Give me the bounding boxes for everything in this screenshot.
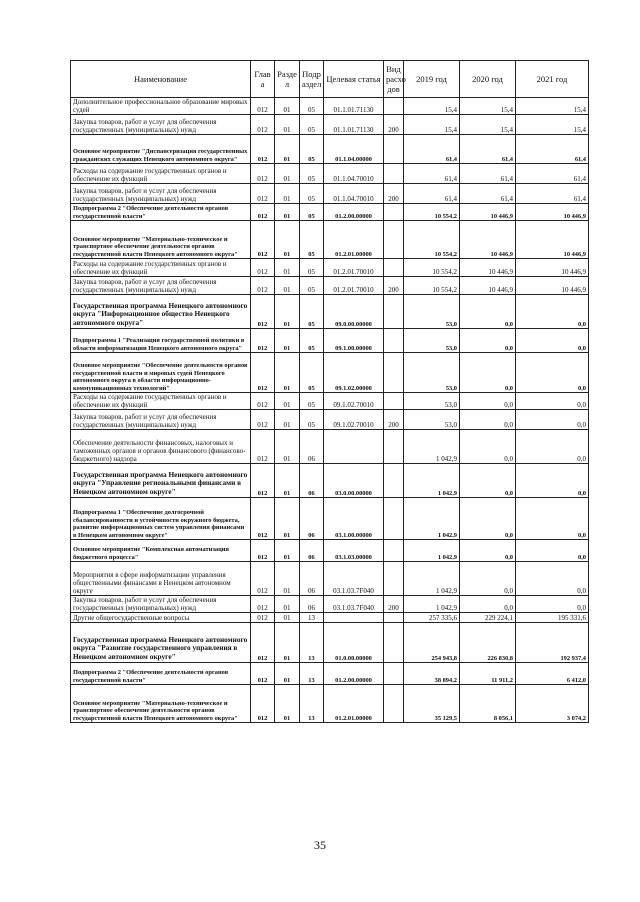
- row-subsection: 05: [300, 164, 324, 184]
- row-name: Основное мероприятие "Обеспечение деятельности органов государственной власти и мировых судей Ненецкого автономного округа в области информационно-коммуникационных технологий": [71, 353, 251, 393]
- row-value-2020: 0,0: [460, 540, 516, 562]
- row-value-2019: 61,4: [404, 164, 460, 184]
- row-value-2021: 0,0: [516, 430, 589, 464]
- row-name: Мероприятия в сфере информатизации управления общественными финансами в Ненецком автономном округе: [71, 562, 251, 596]
- row-value-2020: 0,0: [460, 353, 516, 393]
- row-value-2021: 10 446,9: [516, 259, 589, 277]
- table-row: [71, 410, 589, 430]
- table-row: [71, 393, 589, 410]
- row-value-2019: 15,4: [404, 98, 460, 115]
- row-subsection: 13: [300, 623, 324, 663]
- row-name: Подпрограмма 2 "Обеспечение деятельности органов государственной власти": [71, 663, 251, 685]
- row-value-2020: 8 056,1: [460, 685, 516, 723]
- table-row: [71, 329, 589, 353]
- row-name: Расходы на содержание государственных органов и обеспечение их функций: [71, 164, 251, 184]
- header-section: Разде л: [275, 61, 300, 98]
- row-subsection: 05: [300, 184, 324, 204]
- row-chapter: 012: [251, 221, 275, 259]
- row-chapter: 012: [251, 115, 275, 135]
- row-subsection: 05: [300, 353, 324, 393]
- row-value-2019: 1 042,9: [404, 540, 460, 562]
- row-value-2020: 61,4: [460, 184, 516, 204]
- row-target-article: 01.2.00.00000: [324, 204, 384, 221]
- row-subsection: 05: [300, 295, 324, 329]
- row-value-2020: 0,0: [460, 562, 516, 596]
- row-expense-type: 200: [384, 184, 404, 204]
- header-name: Наименование: [71, 61, 251, 98]
- row-value-2021: 0,0: [516, 498, 589, 540]
- row-value-2019: 257 335,6: [404, 613, 460, 623]
- row-name: Основное мероприятие "Материально-техническое и транспортное обеспечение деятельности органов государственной власти Ненецкого автономного округа": [71, 221, 251, 259]
- row-chapter: 012: [251, 259, 275, 277]
- row-value-2021: 0,0: [516, 596, 589, 613]
- row-target-article: 09.1.02.00000: [324, 353, 384, 393]
- table-row: [71, 685, 589, 723]
- header-subsection: Подр аздел: [300, 61, 324, 98]
- row-value-2020: 229 224,1: [460, 613, 516, 623]
- row-section: 01: [275, 685, 300, 723]
- row-subsection: 05: [300, 393, 324, 410]
- row-expense-type: 200: [384, 410, 404, 430]
- row-value-2020: 10 446,9: [460, 277, 516, 295]
- row-value-2019: 53,0: [404, 353, 460, 393]
- row-value-2020: 10 446,9: [460, 204, 516, 221]
- row-value-2021: 10 446,9: [516, 221, 589, 259]
- table-row: [71, 184, 589, 204]
- row-name: Закупка товаров, работ и услуг для обеспечения государственных (муниципальных) нужд: [71, 277, 251, 295]
- row-value-2019: 10 554,2: [404, 259, 460, 277]
- row-name: Государственная программа Ненецкого автономного округа "Управление региональными финансами в Ненецком автономном округе": [71, 464, 251, 498]
- row-chapter: 012: [251, 164, 275, 184]
- row-chapter: 012: [251, 295, 275, 329]
- row-chapter: 012: [251, 393, 275, 410]
- header-year-2020: 2020 год: [460, 61, 516, 98]
- row-section: 01: [275, 184, 300, 204]
- row-name: Расходы на содержание государственных органов и обеспечение их функций: [71, 393, 251, 410]
- table-row: [71, 623, 589, 663]
- row-value-2019: 53,0: [404, 295, 460, 329]
- row-value-2019: 10 554,2: [404, 204, 460, 221]
- header-target-article: Целевая статья: [324, 61, 384, 98]
- row-subsection: 05: [300, 329, 324, 353]
- row-value-2021: 0,0: [516, 393, 589, 410]
- row-expense-type: [384, 430, 404, 464]
- table-row: [71, 353, 589, 393]
- table-row: [71, 613, 589, 623]
- table-row: [71, 464, 589, 498]
- row-section: 01: [275, 498, 300, 540]
- table-row: [71, 430, 589, 464]
- row-subsection: 05: [300, 115, 324, 135]
- row-chapter: 012: [251, 685, 275, 723]
- row-subsection: 05: [300, 204, 324, 221]
- table-body: [71, 98, 589, 723]
- row-expense-type: [384, 685, 404, 723]
- row-value-2019: 53,0: [404, 410, 460, 430]
- row-expense-type: [384, 329, 404, 353]
- row-target-article: 01.1.04.70010: [324, 184, 384, 204]
- row-value-2021: 0,0: [516, 410, 589, 430]
- row-section: 01: [275, 295, 300, 329]
- row-value-2019: 53,0: [404, 329, 460, 353]
- row-value-2021: 6 412,0: [516, 663, 589, 685]
- header-chapter: Глав а: [251, 61, 275, 98]
- row-expense-type: [384, 353, 404, 393]
- row-section: 01: [275, 596, 300, 613]
- row-expense-type: 200: [384, 596, 404, 613]
- row-chapter: 012: [251, 98, 275, 115]
- row-expense-type: 200: [384, 115, 404, 135]
- row-expense-type: [384, 562, 404, 596]
- row-value-2020: 10 446,9: [460, 259, 516, 277]
- row-subsection: 05: [300, 277, 324, 295]
- row-value-2021: 61,4: [516, 164, 589, 184]
- row-section: 01: [275, 464, 300, 498]
- row-chapter: 012: [251, 540, 275, 562]
- table-row: [71, 663, 589, 685]
- row-value-2021: 3 074,2: [516, 685, 589, 723]
- row-target-article: 03.1.00.00000: [324, 498, 384, 540]
- row-subsection: 06: [300, 498, 324, 540]
- header-year-2019: 2019 год: [404, 61, 460, 98]
- row-expense-type: [384, 295, 404, 329]
- row-section: 01: [275, 663, 300, 685]
- row-value-2021: 0,0: [516, 329, 589, 353]
- row-name: Закупка товаров, работ и услуг для обеспечения государственных (муниципальных) нужд: [71, 115, 251, 135]
- row-section: 01: [275, 221, 300, 259]
- row-value-2021: 15,4: [516, 115, 589, 135]
- row-value-2021: 61,4: [516, 184, 589, 204]
- row-value-2020: 15,4: [460, 115, 516, 135]
- row-value-2021: 0,0: [516, 540, 589, 562]
- row-chapter: 012: [251, 277, 275, 295]
- page-number: 35: [314, 838, 326, 852]
- row-name: Подпрограмма 1 "Обеспечение долгосрочной сбалансированности и устойчивости окружного бюджета, развитие информационных систем управления финансами в Ненецком автономном округе": [71, 498, 251, 540]
- row-section: 01: [275, 393, 300, 410]
- table-row: [71, 221, 589, 259]
- row-chapter: 012: [251, 204, 275, 221]
- row-chapter: 012: [251, 353, 275, 393]
- row-section: 01: [275, 329, 300, 353]
- row-target-article: 01.2.01.70010: [324, 259, 384, 277]
- row-target-article: 01.2.01.70010: [324, 277, 384, 295]
- row-subsection: 05: [300, 98, 324, 115]
- row-value-2019: 10 554,2: [404, 277, 460, 295]
- row-value-2020: 0,0: [460, 295, 516, 329]
- row-target-article: 01.2.00.00000: [324, 663, 384, 685]
- row-value-2020: 0,0: [460, 430, 516, 464]
- row-value-2019: 61,4: [404, 135, 460, 164]
- row-section: 01: [275, 562, 300, 596]
- row-target-article: 09.1.02.70010: [324, 410, 384, 430]
- header-year-2021: 2021 год: [516, 61, 589, 98]
- row-name: Основное мероприятие "Комплексная автоматизация бюджетного процесса": [71, 540, 251, 562]
- row-subsection: 06: [300, 596, 324, 613]
- row-name: Подпрограмма 1 "Реализация государственной политики в области информатизации Ненецкого автономного округа": [71, 329, 251, 353]
- row-subsection: 06: [300, 540, 324, 562]
- row-value-2020: 0,0: [460, 498, 516, 540]
- row-name: Подпрограмма 2 "Обеспечение деятельности органов государственной власти": [71, 204, 251, 221]
- row-chapter: 012: [251, 184, 275, 204]
- row-target-article: [324, 613, 384, 623]
- row-value-2021: 10 446,9: [516, 204, 589, 221]
- row-expense-type: [384, 464, 404, 498]
- row-value-2019: 1 042,9: [404, 562, 460, 596]
- row-value-2020: 11 911,2: [460, 663, 516, 685]
- row-target-article: 03.1.03.00000: [324, 540, 384, 562]
- table-row: [71, 295, 589, 329]
- row-chapter: 012: [251, 613, 275, 623]
- row-chapter: 012: [251, 663, 275, 685]
- row-target-article: 09.1.00.00000: [324, 329, 384, 353]
- row-subsection: 06: [300, 562, 324, 596]
- row-section: 01: [275, 623, 300, 663]
- row-target-article: 01.1.04.70010: [324, 164, 384, 184]
- row-target-article: 01.0.00.00000: [324, 623, 384, 663]
- row-section: 01: [275, 410, 300, 430]
- row-subsection: 05: [300, 221, 324, 259]
- table-row: [71, 562, 589, 596]
- row-value-2019: 1 042,9: [404, 430, 460, 464]
- row-value-2019: 38 894,2: [404, 663, 460, 685]
- row-expense-type: [384, 135, 404, 164]
- row-name: Расходы на содержание государственных органов и обеспечение их функций: [71, 259, 251, 277]
- row-section: 01: [275, 540, 300, 562]
- row-value-2020: 0,0: [460, 596, 516, 613]
- row-value-2019: 10 554,2: [404, 221, 460, 259]
- table-row: [71, 498, 589, 540]
- row-section: 01: [275, 259, 300, 277]
- row-chapter: 012: [251, 596, 275, 613]
- row-target-article: 01.1.04.00000: [324, 135, 384, 164]
- row-section: 01: [275, 135, 300, 164]
- row-value-2019: 53,0: [404, 393, 460, 410]
- row-name: Другие общегосударственные вопросы: [71, 613, 251, 623]
- row-value-2019: 1 042,9: [404, 498, 460, 540]
- row-value-2020: 0,0: [460, 410, 516, 430]
- row-expense-type: [384, 540, 404, 562]
- row-target-article: 03.1.03.7F040: [324, 596, 384, 613]
- row-name: Дополнительное профессиональное образование мировых судей: [71, 98, 251, 115]
- row-section: 01: [275, 164, 300, 184]
- row-value-2021: 0,0: [516, 353, 589, 393]
- row-chapter: 012: [251, 430, 275, 464]
- row-target-article: 03.0.00.00000: [324, 464, 384, 498]
- row-value-2019: 1 042,9: [404, 596, 460, 613]
- row-target-article: 03.1.03.7F040: [324, 562, 384, 596]
- header-expense-type: Вид расхо дов: [384, 61, 404, 98]
- row-value-2019: 15,4: [404, 115, 460, 135]
- row-expense-type: [384, 204, 404, 221]
- row-subsection: 06: [300, 464, 324, 498]
- table-row: [71, 164, 589, 184]
- row-expense-type: [384, 663, 404, 685]
- row-chapter: 012: [251, 135, 275, 164]
- row-value-2019: 61,4: [404, 184, 460, 204]
- row-chapter: 012: [251, 464, 275, 498]
- table-row: [71, 277, 589, 295]
- row-chapter: 012: [251, 329, 275, 353]
- table-row: [71, 596, 589, 613]
- row-expense-type: [384, 259, 404, 277]
- row-chapter: 012: [251, 562, 275, 596]
- row-value-2020: 0,0: [460, 329, 516, 353]
- row-target-article: 01.1.01.71130: [324, 115, 384, 135]
- row-value-2020: 0,0: [460, 464, 516, 498]
- row-value-2021: 15,4: [516, 98, 589, 115]
- row-section: 01: [275, 430, 300, 464]
- row-name: Основное мероприятие "Диспансеризация государственных гражданских служащих Ненецкого автономного округа": [71, 135, 251, 164]
- row-value-2021: 195 331,6: [516, 613, 589, 623]
- row-expense-type: [384, 221, 404, 259]
- table-row: [71, 204, 589, 221]
- row-section: 01: [275, 98, 300, 115]
- row-expense-type: [384, 613, 404, 623]
- row-value-2021: 192 937,4: [516, 623, 589, 663]
- row-value-2019: 1 042,9: [404, 464, 460, 498]
- table-row: [71, 98, 589, 115]
- table-row: [71, 259, 589, 277]
- row-value-2021: 0,0: [516, 464, 589, 498]
- row-value-2020: 61,4: [460, 164, 516, 184]
- row-value-2019: 35 129,5: [404, 685, 460, 723]
- row-subsection: 13: [300, 613, 324, 623]
- row-expense-type: [384, 498, 404, 540]
- row-subsection: 05: [300, 259, 324, 277]
- row-target-article: 01.1.01.71130: [324, 98, 384, 115]
- budget-table: [70, 60, 589, 723]
- row-expense-type: [384, 393, 404, 410]
- row-target-article: 01.2.01.00000: [324, 685, 384, 723]
- row-subsection: 05: [300, 135, 324, 164]
- row-chapter: 012: [251, 498, 275, 540]
- row-chapter: 012: [251, 623, 275, 663]
- row-name: Закупка товаров, работ и услуг для обеспечения государственных (муниципальных) нужд: [71, 184, 251, 204]
- row-target-article: 09.1.02.70010: [324, 393, 384, 410]
- row-expense-type: [384, 98, 404, 115]
- row-name: Государственная программа Ненецкого автономного округа "Развитие государственного управления в Ненецком автономном округе": [71, 623, 251, 663]
- row-subsection: 13: [300, 663, 324, 685]
- row-section: 01: [275, 613, 300, 623]
- row-value-2020: 10 446,9: [460, 221, 516, 259]
- row-target-article: 09.0.00.00000: [324, 295, 384, 329]
- row-name: Государственная программа Ненецкого автономного округа "Информационное общество Ненецкого автономного округа": [71, 295, 251, 329]
- table-row: [71, 115, 589, 135]
- row-subsection: 05: [300, 410, 324, 430]
- row-section: 01: [275, 204, 300, 221]
- row-value-2021: 61,4: [516, 135, 589, 164]
- row-section: 01: [275, 353, 300, 393]
- row-value-2021: 10 446,9: [516, 277, 589, 295]
- row-chapter: 012: [251, 410, 275, 430]
- table-row: [71, 135, 589, 164]
- row-target-article: 01.2.01.00000: [324, 221, 384, 259]
- row-value-2021: 0,0: [516, 562, 589, 596]
- row-value-2019: 254 943,8: [404, 623, 460, 663]
- table-header-row: [71, 61, 589, 98]
- row-name: Закупка товаров, работ и услуг для обеспечения государственных (муниципальных) нужд: [71, 410, 251, 430]
- row-value-2020: 0,0: [460, 393, 516, 410]
- row-name: Закупка товаров, работ и услуг для обеспечения государственных (муниципальных) нужд: [71, 596, 251, 613]
- row-name: Основное мероприятие "Материально-техническое и транспортное обеспечение деятельности органов государственной власти Ненецкого автономного округа": [71, 685, 251, 723]
- row-subsection: 13: [300, 685, 324, 723]
- row-value-2020: 226 830,8: [460, 623, 516, 663]
- row-section: 01: [275, 115, 300, 135]
- row-value-2021: 0,0: [516, 295, 589, 329]
- row-section: 01: [275, 277, 300, 295]
- table-row: [71, 540, 589, 562]
- row-target-article: [324, 430, 384, 464]
- row-expense-type: 200: [384, 277, 404, 295]
- row-expense-type: [384, 623, 404, 663]
- row-subsection: 06: [300, 430, 324, 464]
- row-expense-type: [384, 164, 404, 184]
- row-name: Обеспечение деятельности финансовых, налоговых и таможенных органов и органов финансового (финансово-бюджетного) надзора: [71, 430, 251, 464]
- row-value-2020: 15,4: [460, 98, 516, 115]
- row-value-2020: 61,4: [460, 135, 516, 164]
